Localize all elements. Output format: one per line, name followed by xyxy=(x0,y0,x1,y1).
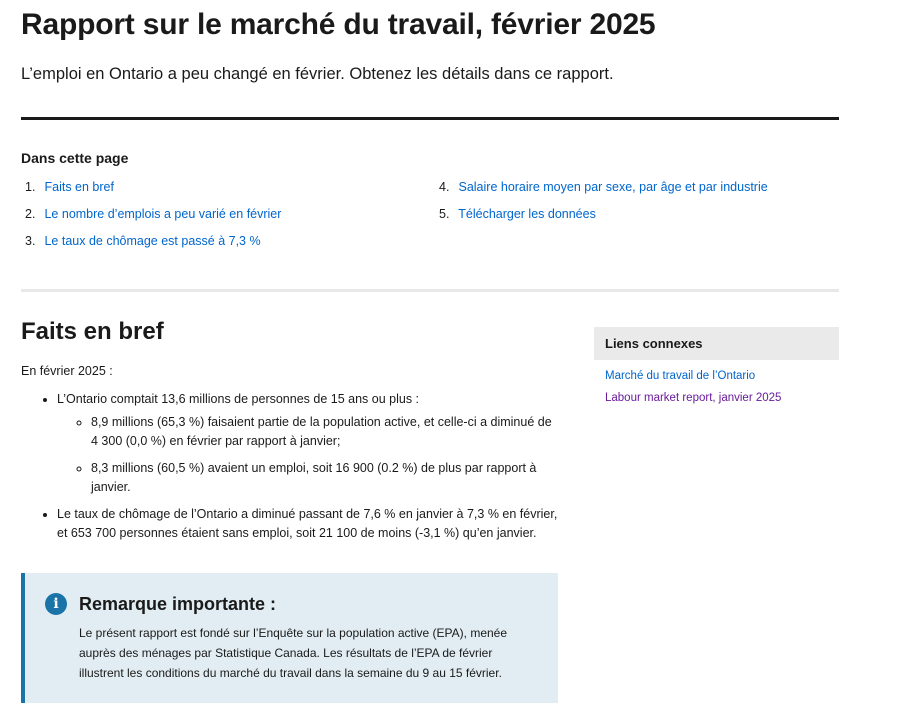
toc-item-5 xyxy=(439,207,596,221)
sidebar-heading: Liens connexes xyxy=(594,327,839,360)
bullet-population: L’Ontario comptait 13,6 millions de personnes de 15 ans ou plus : xyxy=(57,392,420,406)
related-links-sidebar xyxy=(594,327,839,404)
toc-link-taux-chomage[interactable]: Le taux de chômage est passé à 7,3 % xyxy=(44,234,261,248)
page-title: Rapport sur le marché du travail, février 2025 xyxy=(21,8,656,41)
toc-item-1 xyxy=(25,180,114,194)
link-marche-travail-ontario[interactable]: Marché du travail de l’Ontario xyxy=(605,370,756,382)
section-divider xyxy=(21,289,839,292)
toc-number: 5. xyxy=(439,207,450,221)
section-heading-faits-en-bref: Faits en bref xyxy=(21,318,164,345)
header-divider xyxy=(21,117,839,120)
list-item xyxy=(57,505,561,543)
important-note-callout xyxy=(21,573,558,703)
toc-link-telecharger-donnees[interactable]: Télécharger les données xyxy=(458,207,596,221)
list-item xyxy=(57,390,561,497)
toc-link-nombre-emplois[interactable]: Le nombre d’emplois a peu varié en février xyxy=(44,207,282,221)
toc-item-3 xyxy=(25,234,261,248)
toc-link-faits-en-bref[interactable]: Faits en bref xyxy=(44,180,114,194)
intro-text: En février 2025 : xyxy=(21,364,113,378)
callout-title: Remarque importante : xyxy=(79,594,277,614)
toc-number: 4. xyxy=(439,180,450,194)
facts-list xyxy=(21,390,561,543)
info-icon: i xyxy=(45,593,67,615)
toc-heading: Dans cette page xyxy=(21,150,129,166)
toc-number: 2. xyxy=(25,207,36,221)
link-labour-market-report-janvier[interactable]: Labour market report, janvier 2025 xyxy=(605,392,782,404)
toc-item-2 xyxy=(25,207,281,221)
sub-bullet-active-population: 8,9 millions (65,3 %) faisaient partie de la population active, et celle-ci a diminué de 4 300 (0,0 %) en février par rapport à janvier; xyxy=(91,415,552,448)
bullet-unemployment: Le taux de chômage de l’Ontario a diminué passant de 7,6 % en janvier à 7,3 % en février, et 653 700 personnes étaient sans emploi, soit 21 100 de moins (-3,1 %) qu’en janvier. xyxy=(57,507,558,540)
toc-link-salaire-horaire[interactable]: Salaire horaire moyen par sexe, par âge et par industrie xyxy=(458,180,768,194)
toc-item-4 xyxy=(439,180,768,194)
list-item xyxy=(91,413,561,451)
sub-bullet-employed: 8,3 millions (60,5 %) avaient un emploi, soit 16 900 (0.2 %) de plus par rapport à janvier. xyxy=(91,461,537,494)
callout-body: Le présent rapport est fondé sur l’Enquête sur la population active (EPA), menée auprès des ménages par Statistique Canada. Les résultats de l’EPA de février illustrent les conditions du marché du travail dans la semaine du 9 au 15 février. xyxy=(79,626,508,680)
page-subtitle: L’emploi en Ontario a peu changé en février. Obtenez les détails dans ce rapport. xyxy=(21,65,614,83)
list-item xyxy=(91,459,561,497)
toc-number: 1. xyxy=(25,180,36,194)
toc-number: 3. xyxy=(25,234,36,248)
